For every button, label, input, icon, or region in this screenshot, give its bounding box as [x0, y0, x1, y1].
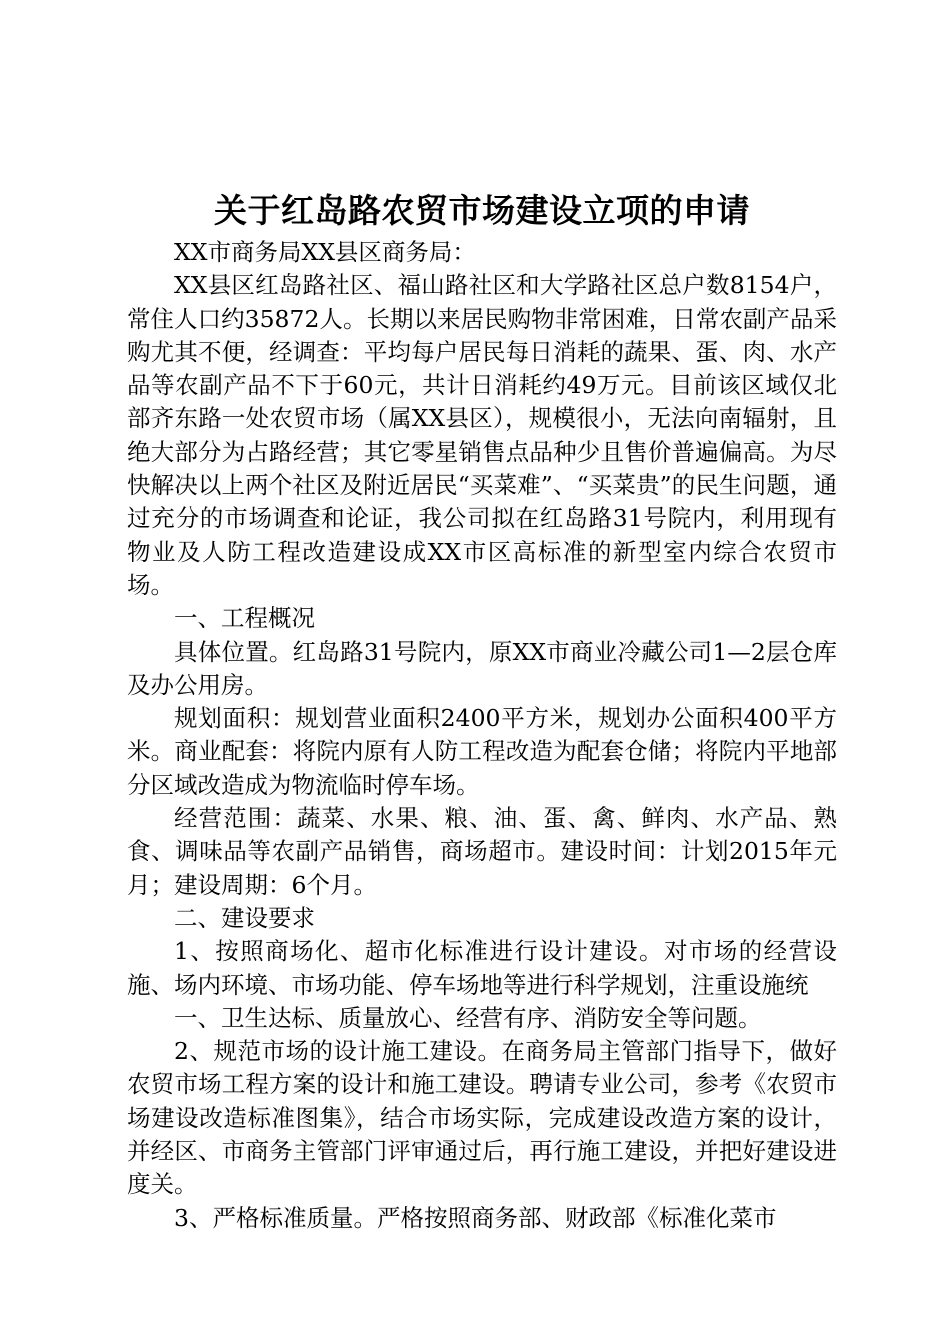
document-title: 关于红岛路农贸市场建设立项的申请 [214, 191, 750, 230]
paragraph-requirement-1-continued: 一、卫生达标、质量放心、经营有序、消防安全等问题。 [174, 1003, 762, 1032]
paragraph-intro: XX县区红岛路社区、福山路社区和大学路社区总户数8154户，常住人口约35872人。长期以来居民购物非常困难，日常农副产品采购尤其不便，经调查：平均每户居民每日消耗的蔬果、蛋、肉、水产品等农副产品不下于60元，共计日消耗约49万元。目前该区域仅北部齐东路一处农贸市场（属XX县区），规模很小，无法向南辐射，且绝大部分为占路经营；其它零星销售点品种少且售价普遍偏高。为尽快解决以上两个社区及附近居民“买菜难”、“买菜贵”的民生问题，通过充分的市场调查和论证，我公司拟在红岛路31号院内，利用现有物业及人防工程改造建设成XX市区高标准的新型室内综合农贸市场。 [127, 271, 837, 599]
paragraph-requirement-1: 1、按照商场化、超市化标准进行设计建设。对市场的经营设施、场内环境、市场功能、停车场地等进行科学规划，注重设施统 [127, 937, 837, 999]
paragraph-requirement-3: 3、严格标准质量。严格按照商务部、财政部《标准化菜市 [174, 1203, 777, 1232]
paragraph-business-scope: 经营范围：蔬菜、水果、粮、油、蛋、禽、鲜肉、水产品、熟食、调味品等农副产品销售，商场超市。建设时间：计划2015年元月；建设周期：6个月。 [127, 804, 837, 899]
section-heading-project-overview: 一、工程概况 [174, 604, 315, 633]
paragraph-location: 具体位置。红岛路31号院内，原XX市商业冷藏公司1—2层仓库及办公用房。 [127, 637, 837, 699]
paragraph-planned-area: 规划面积：规划营业面积2400平方米，规划办公面积400平方米。商业配套：将院内原有人防工程改造为配套仓储；将院内平地部分区域改造成为物流临时停车场。 [127, 704, 837, 799]
paragraph-requirement-2: 2、规范市场的设计施工建设。在商务局主管部门指导下，做好农贸市场工程方案的设计和施工建设。聘请专业公司，参考《农贸市场建设改造标准图集》，结合市场实际，完成建设改造方案的设计，并经区、市商务主管部门评审通过后，再行施工建设，并把好建设进度关。 [127, 1037, 837, 1199]
document-body [127, 236, 837, 1235]
salutation: XX市商务局XX县区商务局： [174, 238, 476, 266]
section-heading-construction-requirements: 二、建设要求 [174, 903, 315, 932]
document-page [127, 188, 837, 1235]
